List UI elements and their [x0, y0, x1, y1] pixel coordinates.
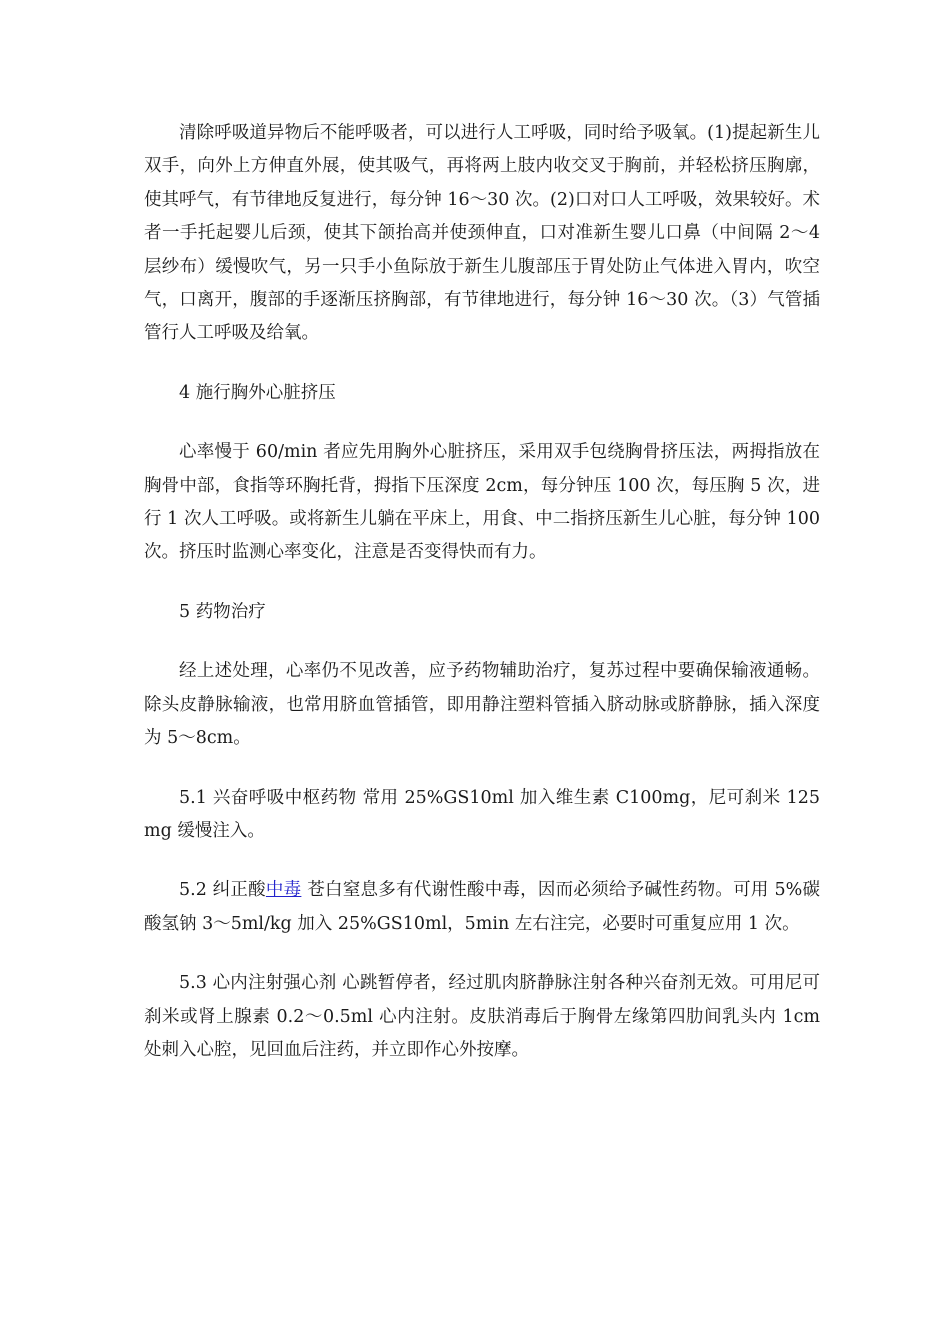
heading-drug-therapy: 5 药物治疗 — [179, 601, 266, 622]
paragraph-correct-acidosis — [144, 874, 820, 941]
paragraph-gap — [144, 629, 820, 655]
paragraph-drug-therapy: 经上述处理，心率仍不见改善，应予药物辅助治疗，复苏过程中要确保输液通畅。除头皮静脉输液，也常用脐血管插管，即用静注塑料管插入脐动脉或脐静脉，插入深度为 5～8cm。 — [144, 661, 820, 749]
acidosis-lead-text: 5.2 纠正酸 — [179, 880, 266, 901]
paragraph-gap — [144, 756, 820, 782]
paragraph-chest-compression: 心率慢于 60/min 者应先用胸外心脏挤压，采用双手包绕胸骨挤压法，两拇指放在胸骨中部，食指等环胸托背，拇指下压深度 2cm，每分钟压 100 次，每压胸 5 次，进行 1 次人工呼吸。或将新生儿躺在平床上，用食、中二指挤压新生儿心脏，每分钟 100 次。挤压时监测心率变化，注意是否变得快而有力。 — [144, 442, 820, 563]
heading-chest-compression: 4 施行胸外心脏挤压 — [179, 382, 336, 403]
paragraph-gap — [144, 570, 820, 596]
paragraph-respiratory-stimulant: 5.1 兴奋呼吸中枢药物 常用 25%GS10ml 加入维生素 C100mg，尼可刹米 125mg 缓慢注入。 — [144, 787, 820, 841]
paragraph-gap — [144, 941, 820, 967]
paragraph-gap — [144, 848, 820, 874]
paragraph-gap — [144, 351, 820, 377]
poisoning-link[interactable]: 中毒 — [265, 880, 302, 901]
paragraph-gap — [144, 410, 820, 436]
paragraph-artificial-respiration: 清除呼吸道异物后不能呼吸者，可以进行人工呼吸，同时给予吸氧。(1)提起新生儿双手，向外上方伸直外展，使其吸气，再将两上肢内收交叉于胸前，并轻松挤压胸廓，使其呼气，有节律地反复进行，每分钟 16～30 次。(2)口对口人工呼吸，效果较好。术者一手托起婴儿后颈，使其下颌抬高并使颈伸直，口对准新生婴儿口鼻（中间隔 2～4 层纱布）缓慢吹气，另一只手小鱼际放于新生儿腹部压于胃处防止气体进入胃内，吹空气，口离开，腹部的手逐渐压挤胸部，有节律地进行，每分钟 16～30 次。（3）气管插管行人工呼吸及给氧。 — [144, 123, 820, 344]
acidosis-body-text: 苍白窒息多有代谢性酸中毒，因而必须给予碱性药物。可用 5%碳酸氢钠 3～5ml/kg 加入 25%GS10ml，5min 左右注完，必要时可重复应用 1 次。 — [144, 880, 820, 934]
paragraph-intracardiac-injection: 5.3 心内注射强心剂 心跳暂停者，经过肌肉脐静脉注射各种兴奋剂无效。可用尼可刹米或肾上腺素 0.2～0.5ml 心内注射。皮肤消毒后于胸骨左缘第四肋间乳头内 1cm 处刺入心腔，见回血后注药，并立即作心外按摩。 — [144, 973, 820, 1060]
document-body — [144, 117, 820, 1067]
